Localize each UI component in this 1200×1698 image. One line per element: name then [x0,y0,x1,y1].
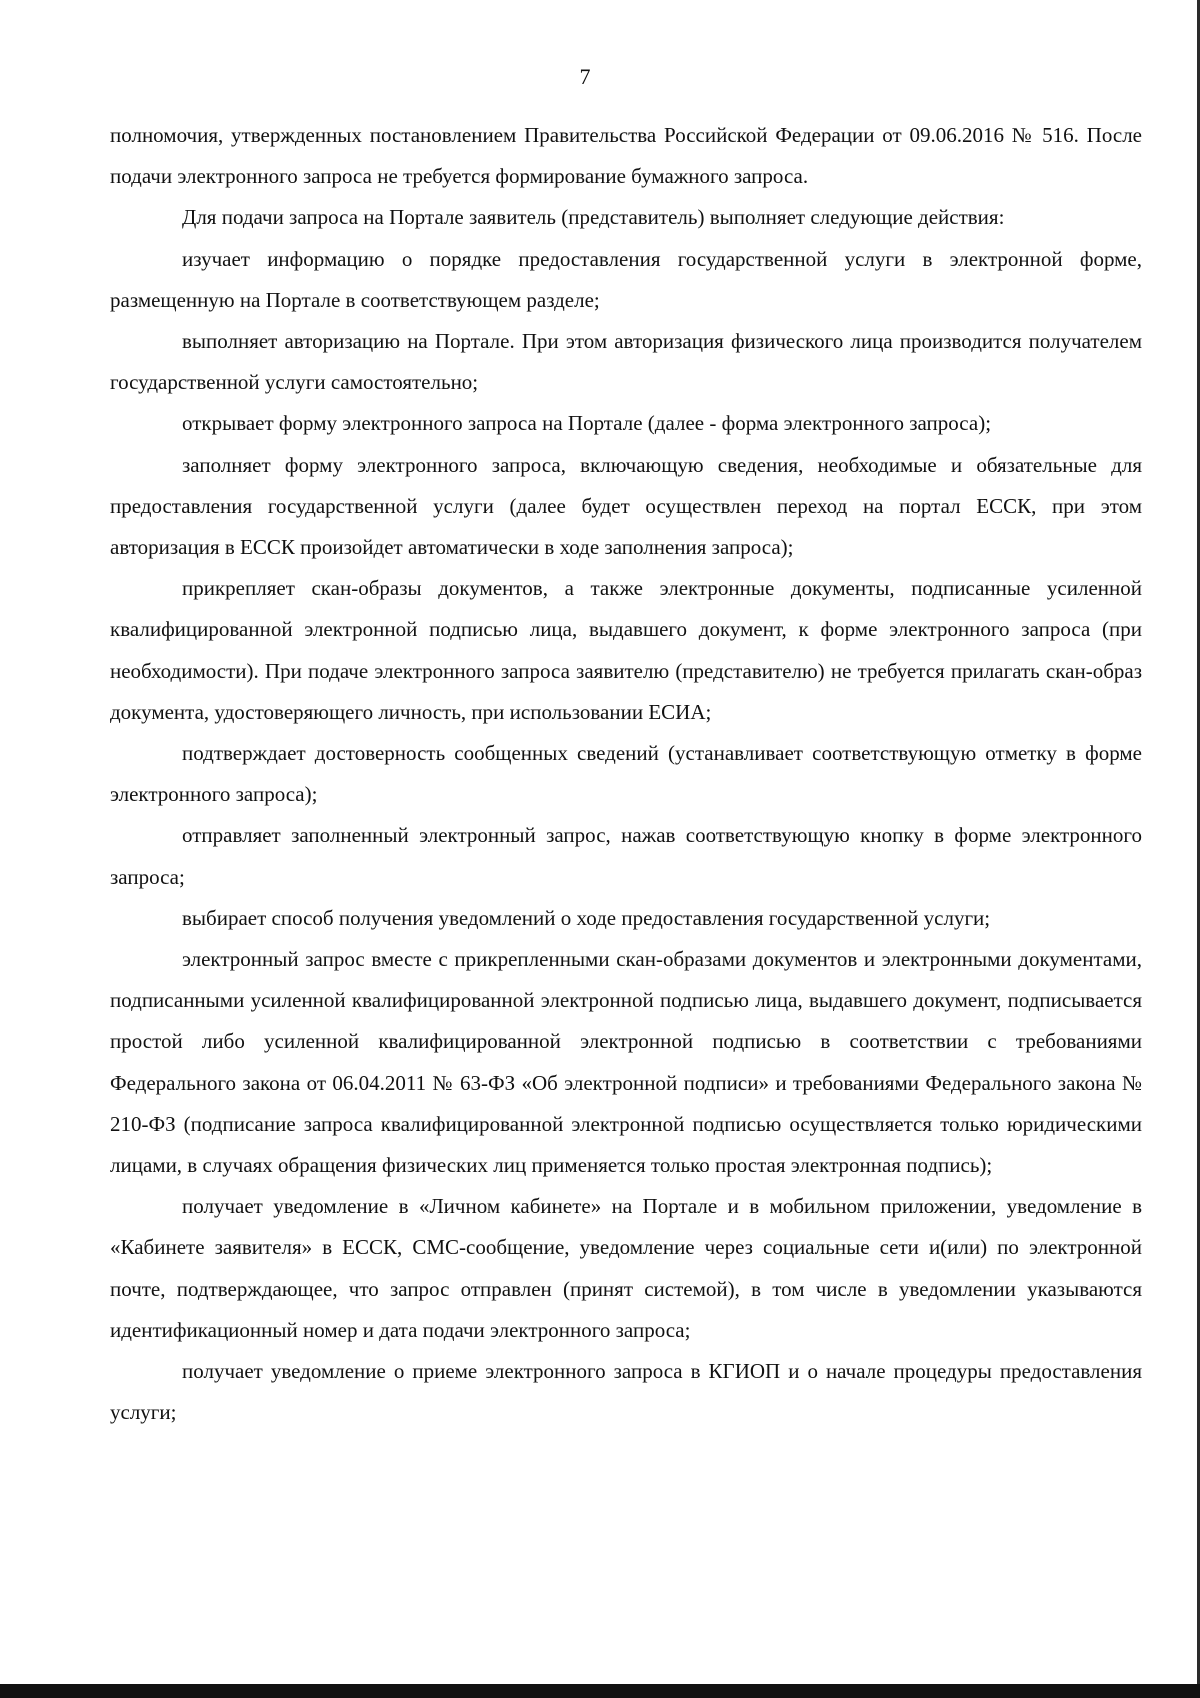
paragraph-study-info: изучает информацию о порядке предоставления государственной услуги в электронной форме, размещенную на Портале в соответствующем разделе; [110,246,1142,312]
page-number: 7 [579,64,591,89]
paragraph-choose-notifications: выбирает способ получения уведомлений о ходе предоставления государственной услуги; [182,905,991,930]
document-body [110,115,1142,1434]
paragraph-send: отправляет заполненный электронный запрос, нажав соответствующую кнопку в форме электронного запроса; [110,823,1142,889]
paragraph-receive-notification: получает уведомление в «Личном кабинете» на Портале и в мобильном приложении, уведомление в «Кабинете заявителя» в ЕССК, СМС-сообщение, уведомление через социальные сети и(или) по электронной почте, подтверждающее, что запрос отправлен (принят системой), в том числе в уведомлении указываются идентификационный номер и дата подачи электронного запроса; [110,1194,1142,1342]
paragraph-authorization: выполняет авторизацию на Портале. При этом авторизация физического лица производится получателем государственной услуги самостоятельно; [110,329,1142,395]
paragraph-receive-acceptance: получает уведомление о приеме электронного запроса в КГИОП и о начале процедуры предоставления услуги; [110,1359,1142,1425]
paragraph-fill-form: заполняет форму электронного запроса, включающую сведения, необходимые и обязательные для предоставления государственной услуги (далее будет осуществлен переход на портал ЕССК, при этом авторизация в ЕССК произойдет автоматически в ходе заполнения запроса); [110,452,1142,560]
paragraph-intro: Для подачи запроса на Портале заявитель (представитель) выполняет следующие действия: [182,205,1005,230]
paragraph-open-form: открывает форму электронного запроса на Портале (далее - форма электронного запроса); [182,411,992,436]
paragraph-attach-scans: прикрепляет скан-образы документов, а также электронные документы, подписанные усиленной квалифицированной электронной подписью лица, выдавшего документ, к форме электронного запроса (при необходимости). При подаче электронного запроса заявителю (представителю) не требуется прилагать скан-образ документа, удостоверяющего личность, при использовании ЕСИА; [110,576,1142,724]
scan-edge-bottom [0,1684,1200,1698]
paragraph-signing: электронный запрос вместе с прикрепленными скан-образами документов и электронными документами, подписанными усиленной квалифицированной электронной подписью лица, выдавшего документ, подписывается простой либо усиленной квалифицированной электронной подписью в соответствии с требованиями Федерального закона от 06.04.2011 № 63-ФЗ «Об электронной подписи» и требованиями Федерального закона № 210-ФЗ (подписание запроса квалифицированной электронной подписью осуществляется только юридическими лицами, в случаях обращения физических лиц применяется только простая электронная подпись); [110,947,1142,1178]
paragraph-confirm: подтверждает достоверность сообщенных сведений (устанавливает соответствующую отметку в форме электронного запроса); [110,741,1142,807]
paragraph-continuation: полномочия, утвержденных постановлением Правительства Российской Федерации от 09.06.2016 № 516. После подачи электронного запроса не требуется формирование бумажного запроса. [110,123,1142,189]
